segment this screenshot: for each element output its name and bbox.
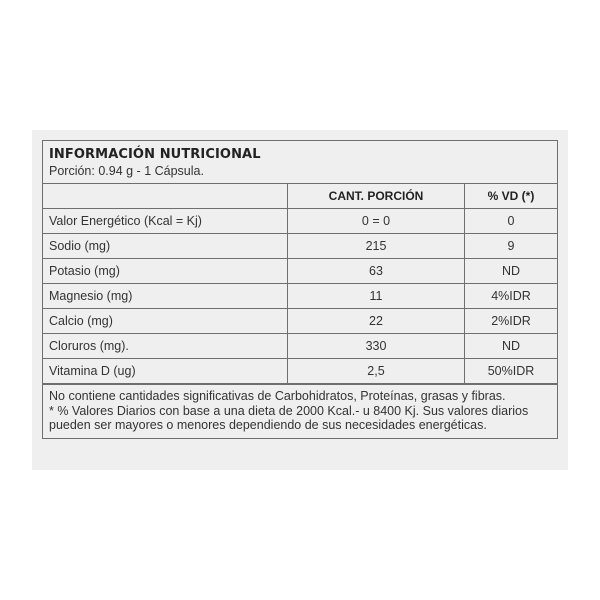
nutrient-name: Cloruros (mg). [43,334,288,359]
nutrient-vd: ND [465,334,558,359]
table-header-row [43,184,557,209]
table-row [43,259,557,284]
nutrient-vd: 9 [465,234,558,259]
portion-size: Porción: 0.94 g - 1 Cápsula. [49,164,204,178]
column-header-nutrient [43,184,288,209]
nutrient-name: Magnesio (mg) [43,284,288,309]
footer-note: No contiene cantidades significativas de Carbohidratos, Proteínas, grasas y fibras. [49,389,506,403]
nutrient-name: Potasio (mg) [43,259,288,284]
column-header-amount: CANT. PORCIÓN [288,184,465,209]
label-title: INFORMACIÓN NUTRICIONAL [49,147,261,162]
nutrient-amount: 2,5 [288,359,465,384]
nutrient-name: Vitamina D (ug) [43,359,288,384]
nutrient-name: Sodio (mg) [43,234,288,259]
nutrient-vd: 2%IDR [465,309,558,334]
table-row [43,359,557,384]
table-row [43,234,557,259]
nutrient-amount: 330 [288,334,465,359]
nutrition-table [43,184,557,384]
table-row [43,309,557,334]
nutrient-name: Valor Energético (Kcal = Kj) [43,209,288,234]
table-row [43,209,557,234]
nutrient-vd: 0 [465,209,558,234]
nutrition-facts-label [42,140,558,439]
nutrient-vd: 4%IDR [465,284,558,309]
nutrient-amount: 22 [288,309,465,334]
table-row [43,284,557,309]
nutrient-amount: 11 [288,284,465,309]
nutrient-vd: ND [465,259,558,284]
nutrient-vd: 50%IDR [465,359,558,384]
nutrient-amount: 63 [288,259,465,284]
label-header [43,141,557,184]
column-header-vd: % VD (*) [465,184,558,209]
nutrient-amount: 215 [288,234,465,259]
table-row [43,334,557,359]
nutrient-amount: 0 = 0 [288,209,465,234]
label-footer [43,384,557,438]
nutrient-name: Calcio (mg) [43,309,288,334]
footer-vd-note: * % Valores Diarios con base a una dieta de 2000 Kcal.- u 8400 Kj. Sus valores diarios pueden ser mayores o menores dependiendo de sus necesidades energéticas. [49,403,529,432]
